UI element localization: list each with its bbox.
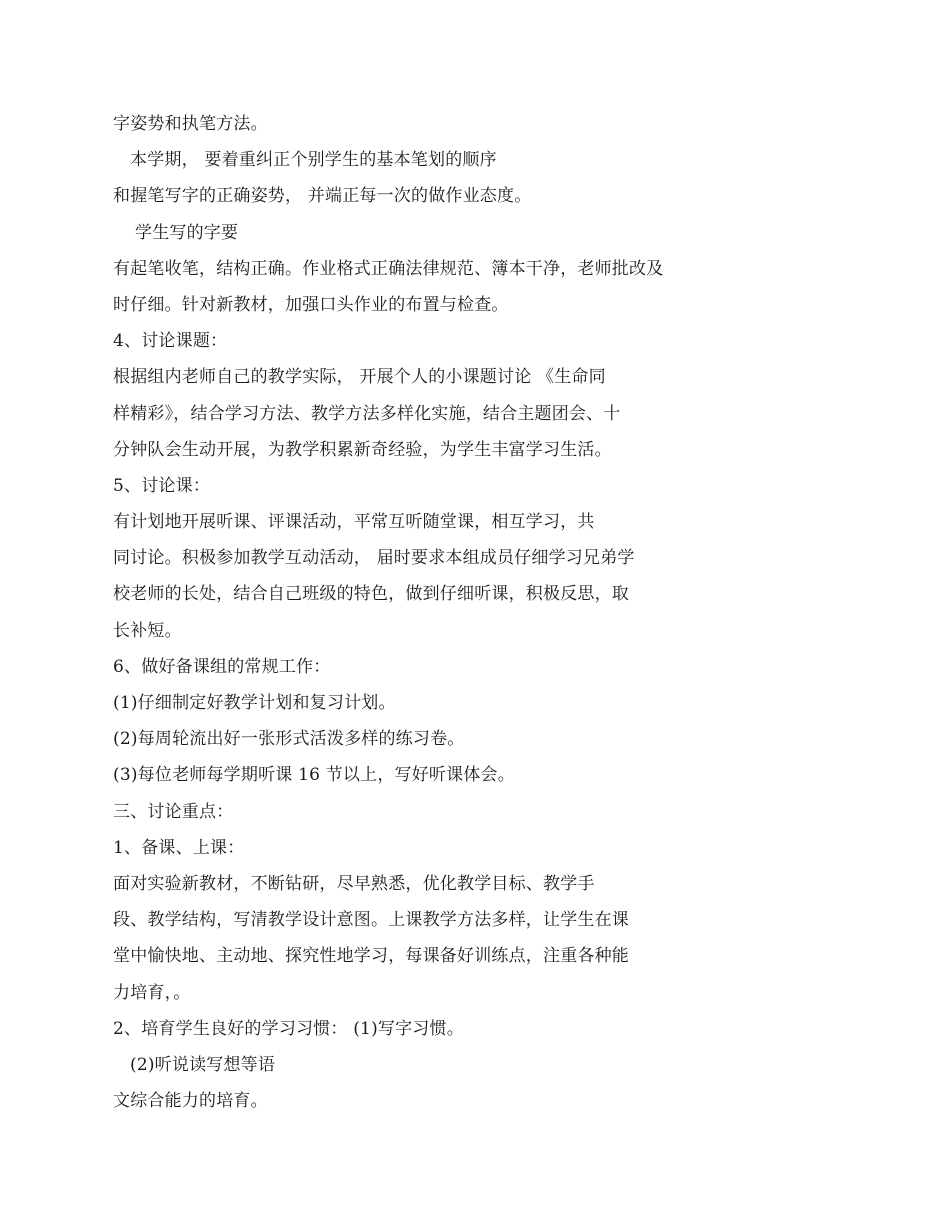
list-item: (1)仔细制定好教学计划和复习计划。: [113, 693, 396, 713]
section-heading: 4、讨论课题：: [113, 331, 228, 352]
list-item: (2)每周轮流出好一张形式活泼多样的练习卷。: [113, 729, 465, 750]
section-heading: 6、做好备课组的常规工作：: [113, 656, 331, 677]
text-line: 样精彩》，结合学习方法、教学方法多样化实施，结合主题团会、十: [113, 403, 621, 424]
document-body: [113, 110, 833, 1123]
section-heading: 5、讨论课：: [113, 475, 211, 496]
text-line: 堂中愉快地、主动地、探究性地学习，每课备好训练点，注重各种能: [113, 946, 629, 967]
section-heading: 2、培育学生良好的学习习惯： (1)写字习惯。: [113, 1018, 464, 1039]
text-line: 面对实验新教材，不断钻研，尽早熟悉，优化教学目标、教学手: [113, 873, 595, 894]
text-line: 段、教学结构，写清教学设计意图。上课教学方法多样，让学生在课: [113, 910, 629, 931]
list-item: (3)每位老师每学期听课 16 节以上，写好听课体会。: [113, 765, 515, 786]
text-line: 同讨论。积极参加教学互动活动， 届时要求本组成员仔细学习兄弟学: [113, 548, 635, 569]
text-line: 长补短。: [113, 620, 182, 641]
text-line: 校老师的长处，结合自己班级的特色，做到仔细听课，积极反思，取: [113, 584, 629, 605]
text-line: 力培育，。: [113, 982, 191, 1003]
text-line: (2)听说读写想等语: [130, 1054, 276, 1075]
section-heading: 三、讨论重点：: [113, 801, 234, 822]
text-line: 学生写的字要: [135, 222, 239, 243]
text-line: 有起笔收笔，结构正确。作业格式正确法律规范、簿本干净，老师批改及: [113, 258, 664, 279]
text-line: 根据组内老师自己的教学实际， 开展个人的小课题讨论 《生命同: [113, 367, 606, 388]
section-heading: 1、备课、上课：: [113, 837, 245, 858]
text-line: 有计划地开展听课、评课活动，平常互听随堂课，相互学习，共: [113, 512, 595, 533]
text-line: 时仔细。针对新教材，加强口头作业的布置与检查。: [113, 294, 509, 315]
text-line: 分钟队会生动开展，为教学积累新奇经验，为学生丰富学习生活。: [113, 439, 612, 460]
text-line: 文综合能力的培育。: [113, 1091, 268, 1112]
text-line: 字姿势和执笔方法。: [113, 114, 268, 134]
text-line: 和握笔写字的正确姿势， 并端正每一次的做作业态度。: [113, 186, 532, 207]
text-line: 本学期， 要着重纠正个别学生的基本笔划的顺序: [130, 150, 497, 171]
